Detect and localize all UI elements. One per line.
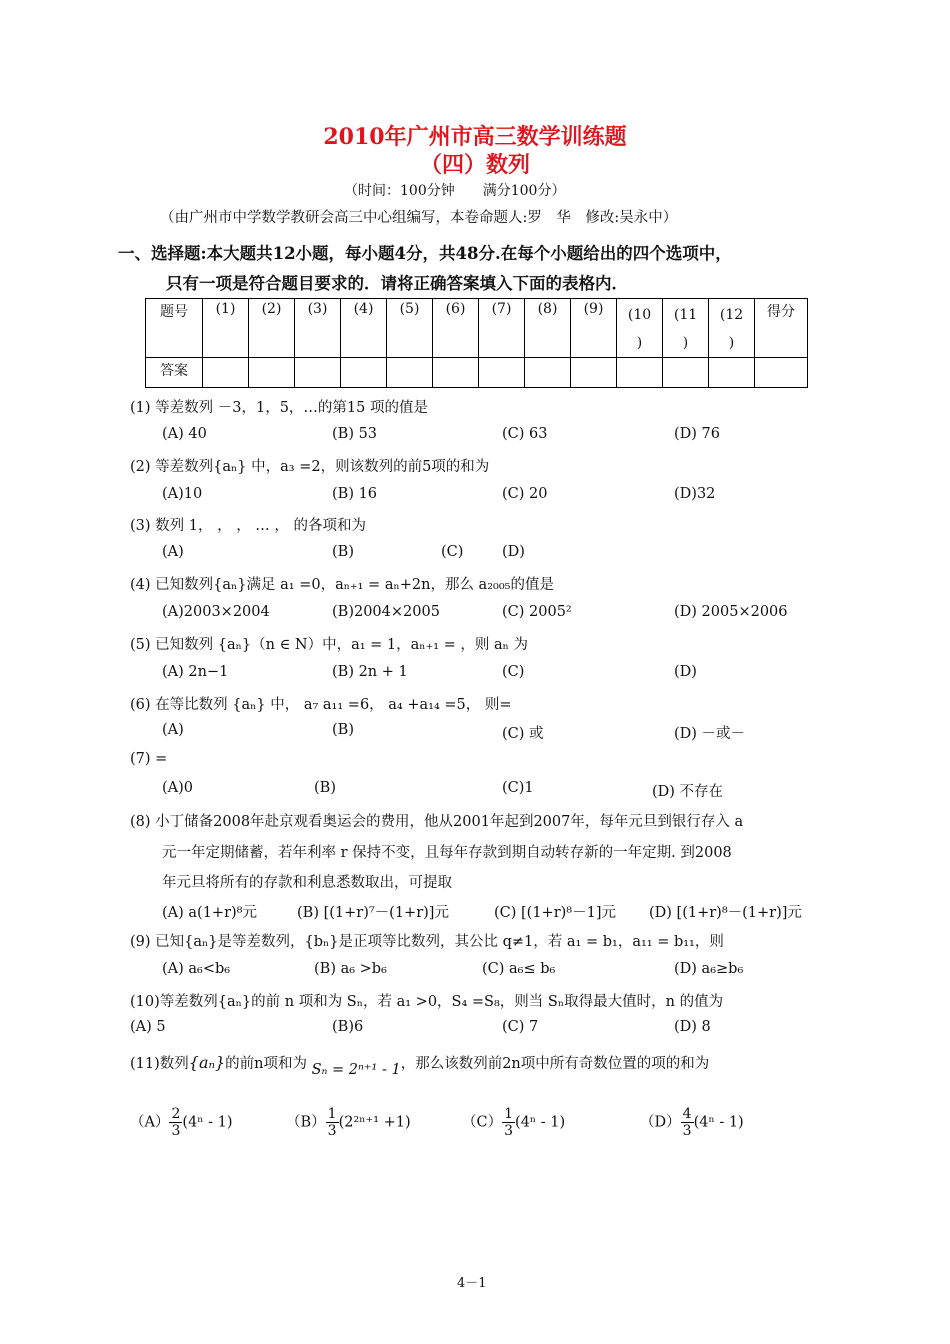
col-7: (7) — [479, 299, 525, 358]
section-heading-line1: 一、选择题:本大题共12小题，每小题4分，共48分.在每个小题给出的四个选项中， — [118, 244, 732, 263]
q2-option-d: (D)32 — [674, 486, 716, 502]
q11-sum-formula: Sₙ = 2ⁿ⁺¹ - 1 — [311, 1062, 401, 1078]
q5-option-c: (C) — [502, 664, 525, 680]
q11-d-tail: (4ⁿ - 1) — [693, 1114, 744, 1131]
q3-option-b: (B) — [332, 544, 354, 560]
section-heading-line2: 只有一项是符合题目要求的．请将正确答案填入下面的表格内． — [166, 274, 628, 293]
question-8-stem-line1: (8) 小丁储备2008年赴京观看奥运会的费用，他从2001年起到2007年，每年元旦到银行存入 a — [130, 814, 744, 830]
question-1-stem: (1) 等差数列 －3，1，5，…的第15 项的值是 — [130, 400, 428, 416]
q4-option-d: (D) 2005×2006 — [674, 604, 788, 620]
q3-option-d: (D) — [502, 544, 525, 560]
q6-option-a: (A) — [162, 722, 184, 738]
col-8: (8) — [525, 299, 571, 358]
answer-cell[interactable] — [479, 358, 525, 388]
question-7-stem: (7) = — [130, 751, 168, 767]
q11-c-num: 1 — [504, 1106, 514, 1122]
q11-a-label: （A） — [130, 1114, 170, 1131]
q1-option-b: (B) 53 — [332, 426, 378, 442]
author-note: （由广州市中学数学教研会高三中心组编写，本卷命题人:罗 华 修改:吴永中） — [160, 210, 678, 226]
q4-option-b: (B)2004×2005 — [332, 604, 440, 620]
q11-c-den: 3 — [504, 1123, 514, 1139]
q7-option-a: (A)0 — [162, 780, 194, 796]
question-8-stem-line2: 元一年定期储蓄，若年利率 r 保持不变，且每年存款到期自动转存新的一年定期. 到2008 — [162, 845, 732, 861]
question-9-stem: (9) 已知{aₙ}是等差数列，{bₙ}是正项等比数列，其公比 q≠1，若 a₁ = b₁，a₁₁ = b₁₁，则 — [130, 934, 724, 950]
q11-option-b — [286, 1106, 411, 1139]
q2-option-c: (C) 20 — [502, 486, 548, 502]
question-3-stem: (3) 数列 1， ， ， … ， 的各项和为 — [130, 518, 367, 534]
q11-b-num: 1 — [327, 1106, 337, 1122]
q11-a-den: 3 — [171, 1123, 181, 1139]
q9-option-c: (C) a₆≤ b₆ — [482, 961, 556, 977]
answer-cell[interactable] — [617, 358, 663, 388]
col-2: (2) — [249, 299, 295, 358]
q8-option-a: (A) a(1+r)⁸元 — [162, 905, 257, 921]
answer-cell[interactable] — [709, 358, 755, 388]
q10-option-a: (A) 5 — [130, 1019, 166, 1035]
q8-option-c: (C) [(1+r)⁸－1]元 — [494, 905, 616, 921]
q11-stem-suffix: ，那么该数列前2n项中所有奇数位置的项的和为 — [400, 1056, 710, 1072]
question-10-stem: (10)等差数列{aₙ}的前 n 项和为 Sₙ，若 a₁ >0，S₄ =S₈，则当 Sₙ取得最大值时，n 的值为 — [130, 994, 724, 1010]
q10-option-b: (B)6 — [332, 1019, 364, 1035]
q8-option-b: (B) [(1+r)⁷－(1+r)]元 — [297, 905, 449, 921]
answer-cell[interactable] — [571, 358, 617, 388]
question-2-stem: (2) 等差数列{aₙ} 中，a₃ =2，则该数列的前5项的和为 — [130, 459, 490, 475]
q6-option-d: (D) －或－ — [674, 726, 746, 742]
q11-a-fraction — [169, 1106, 182, 1139]
time-info: （时间：100分钟 满分100分） — [344, 183, 566, 199]
q4-option-a: (A)2003×2004 — [162, 604, 270, 620]
q11-c-label: （C） — [462, 1114, 503, 1131]
q11-a-tail: (4ⁿ - 1) — [182, 1114, 233, 1131]
q1-option-c: (C) 63 — [502, 426, 548, 442]
q11-b-fraction — [326, 1106, 339, 1139]
q11-d-num: 4 — [682, 1106, 692, 1122]
q9-option-b: (B) a₆ >b₆ — [314, 961, 387, 977]
q11-c-tail: (4ⁿ - 1) — [515, 1114, 566, 1131]
q5-option-a: (A) 2n−1 — [162, 664, 229, 680]
col-9: (9) — [571, 299, 617, 358]
col-1: (1) — [203, 299, 249, 358]
answer-cell[interactable] — [203, 358, 249, 388]
answer-cell[interactable] — [433, 358, 479, 388]
q11-option-c — [462, 1106, 565, 1139]
q11-a-num: 2 — [171, 1106, 181, 1122]
col-12: (12 ) — [709, 299, 755, 358]
row-label-answer: 答案 — [146, 358, 203, 388]
q6-option-c: (C) 或 — [502, 726, 544, 742]
q1-option-d: (D) 76 — [674, 426, 720, 442]
q11-d-label: （D） — [640, 1114, 681, 1131]
q8-option-d: (D) [(1+r)⁸－(1+r)]元 — [649, 905, 802, 921]
answer-cell[interactable] — [341, 358, 387, 388]
q7-option-d: (D) 不存在 — [652, 784, 724, 800]
q2-option-b: (B) 16 — [332, 486, 378, 502]
q9-option-d: (D) a₆≥b₆ — [674, 961, 744, 977]
q11-d-den: 3 — [682, 1123, 692, 1139]
q11-stem-prefix: (11)数列 — [130, 1056, 189, 1072]
q5-option-d: (D) — [674, 664, 697, 680]
q11-stem-middle: 的前n项和为 — [225, 1056, 307, 1072]
q11-option-a — [130, 1106, 233, 1139]
q7-option-b: (B) — [314, 780, 336, 796]
q11-d-fraction — [681, 1106, 694, 1139]
q7-option-c: (C)1 — [502, 780, 534, 796]
answer-cell[interactable] — [663, 358, 709, 388]
question-8-stem-line3: 年元旦将所有的存款和利息悉数取出，可提取 — [162, 875, 452, 891]
q4-option-c: (C) 2005² — [502, 604, 572, 620]
col-11: (11 ) — [663, 299, 709, 358]
page-title: 2010年广州市高三数学训练题 — [323, 124, 627, 150]
question-11-stem — [130, 1052, 710, 1078]
q11-b-label: （B） — [286, 1114, 326, 1131]
q11-b-tail: (2²ⁿ⁺¹ +1) — [338, 1114, 411, 1131]
question-4-stem: (4) 已知数列{aₙ}满足 a₁ =0，aₙ₊₁ = aₙ+2n，那么 a₂₀₀₅的值是 — [130, 577, 554, 593]
question-6-stem: (6) 在等比数列 {aₙ} 中， a₇ a₁₁ =6， a₄ +a₁₄ =5， 则= — [130, 697, 512, 713]
score-cell[interactable] — [755, 358, 808, 388]
q11-sequence: {aₙ} — [188, 1053, 226, 1072]
answer-cell[interactable] — [387, 358, 433, 388]
answer-cell[interactable] — [295, 358, 341, 388]
row-label-number: 题号 — [146, 299, 203, 358]
q2-option-a: (A)10 — [162, 486, 203, 502]
page-subtitle: （四）数列 — [419, 152, 530, 178]
q1-option-a: (A) 40 — [162, 426, 207, 442]
q3-option-c: (C) — [441, 544, 464, 560]
col-4: (4) — [341, 299, 387, 358]
q5-option-b: (B) 2n + 1 — [332, 664, 408, 680]
question-5-stem: (5) 已知数列 {aₙ}（n ∈ N）中，a₁ = 1，aₙ₊₁ = ，则 aₙ 为 — [130, 637, 529, 653]
answer-cell[interactable] — [249, 358, 295, 388]
q10-option-d: (D) 8 — [674, 1019, 711, 1035]
q10-option-c: (C) 7 — [502, 1019, 539, 1035]
page-number: 4－1 — [457, 1276, 487, 1291]
q9-option-a: (A) a₆<b₆ — [162, 961, 231, 977]
q11-c-fraction — [502, 1106, 515, 1139]
col-5: (5) — [387, 299, 433, 358]
answer-cell[interactable] — [525, 358, 571, 388]
q11-option-d — [640, 1106, 744, 1139]
q3-option-a: (A) — [162, 544, 184, 560]
col-6: (6) — [433, 299, 479, 358]
col-10: (10 ) — [617, 299, 663, 358]
q11-b-den: 3 — [327, 1123, 337, 1139]
answer-table — [145, 298, 808, 388]
col-3: (3) — [295, 299, 341, 358]
q6-option-b: (B) — [332, 722, 354, 738]
score-label: 得分 — [755, 299, 808, 358]
